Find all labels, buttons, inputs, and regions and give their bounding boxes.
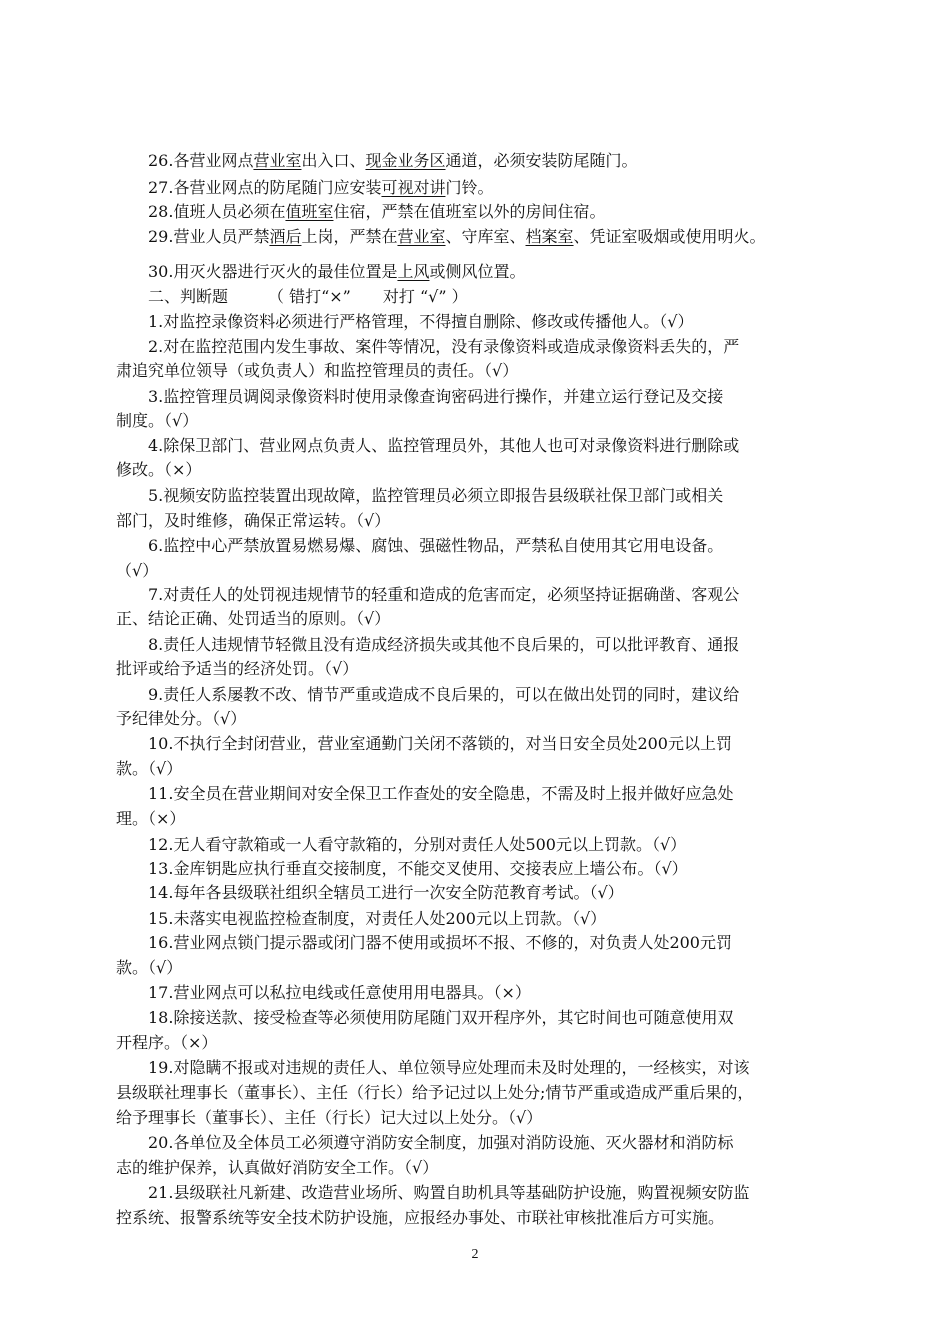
answer-blank: 营业室 [397,227,446,246]
fill-in-item [148,224,883,249]
judgement-line: 11.安全员在营业期间对安全保卫工作查处的安全隐患，不需及时上报并做好应急处 [148,784,734,803]
judgement-line: 18.除接送款、接受检查等必须使用防尾随门双开程序外，其它时间也可随意使用双 [148,1008,734,1027]
judgement-line: 5.视频安防监控装置出现故障，监控管理员必须立即报告县级联社保卫部门或相关 [148,486,724,505]
judgement-line: 8.责任人违规情节轻微且没有造成经济损失或其他不良后果的，可以批评教育、通报 [148,635,740,654]
judgement-line-continued: 款。（√） [116,958,183,977]
item-text: 通道，必须安装防尾随门。 [445,151,638,170]
judgement-line: 9.责任人系屡教不改、情节严重或造成不良后果的，可以在做出处罚的同时，建议给 [148,685,740,704]
judgement-line-continued: 部门，及时维修，确保正常运转。（√） [116,511,391,530]
judgement-line-continued: 批评或给予适当的经济处罚。（√） [116,659,359,678]
judgement-line: 3.监控管理员调阅录像资料时使用录像查询密码进行操作，并建立运行登记及交接 [148,387,724,406]
judgement-line: 10.不执行全封闭营业，营业室通勤门关闭不落锁的，对当日安全员处200元以上罚 [148,734,732,753]
judgement-line: 15.未落实电视监控检查制度，对责任人处200元以上罚款。（√） [148,909,607,928]
item-text: 门铃。 [445,178,494,197]
judgement-line: 4.除保卫部门、营业网点负责人、监控管理员外，其他人也可对录像资料进行删除或 [148,436,740,455]
item-text: 29.营业人员严禁 [148,227,270,246]
judgement-line-continued: 给予理事长（董事长）、主任（行长）记大过以上处分。（√） [116,1108,543,1127]
judgement-line-continued: 志的维护保养，认真做好消防安全工作。（√） [116,1158,439,1177]
page-number: 2 [471,1247,479,1262]
judgement-line: 12.无人看守款箱或一人看守款箱的，分别对责任人处500元以上罚款。（√） [148,835,687,854]
item-text: 27.各营业网点的防尾随门应安装 [148,178,382,197]
judgement-line-continued: 县级联社理事长（董事长）、主任（行长）给予记过以上处分;情节严重或造成严重后果的， [116,1083,754,1102]
item-text: 住宿，严禁在值班室以外的房间住宿。 [333,202,606,221]
fill-in-item [148,199,883,224]
judgement-line-continued: 款。（√） [116,759,183,778]
answer-blank: 酒后 [269,227,302,246]
item-text: 、守库室、 [445,227,526,246]
judgement-line-continued: 开程序。（×） [116,1033,218,1052]
judgement-line-continued: 控系统、报警系统等安全技术防护设施，应报经办事处、市联社审核批准后方可实施。 [116,1208,725,1227]
judgement-line-continued: 理。（×） [116,809,186,828]
answer-blank: 现金业务区 [365,151,446,170]
item-text: 或侧风位置。 [429,262,526,281]
fill-in-item [148,259,883,284]
item-text: 26.各营业网点 [148,151,254,170]
judgement-line: 13.金库钥匙应执行垂直交接制度，不能交叉使用、交接表应上墙公布。（√） [148,859,688,878]
item-text: 出入口、 [301,151,366,170]
item-text: 28.值班人员必须在 [148,202,286,221]
section-heading: 二、判断题 （ 错打“×” 对打 “√” ） [148,287,468,306]
judgement-line: 6.监控中心严禁放置易燃易爆、腐蚀、强磁性物品，严禁私自使用其它用电设备。 [148,536,724,555]
answer-blank: 档案室 [525,227,574,246]
fill-in-item [148,175,883,200]
judgement-line-continued: （√） [116,561,159,580]
item-text: 30.用灭火器进行灭火的最佳位置是 [148,262,398,281]
judgement-line-continued: 肃追究单位领导（或负责人）和监控管理员的责任。（√） [116,361,519,380]
item-text: 、凭证室吸烟或使用明火。 [573,227,766,246]
judgement-line: 20.各单位及全体员工必须遵守消防安全制度，加强对消防设施、灭火器材和消防标 [148,1133,734,1152]
judgement-line-continued: 正、结论正确、处罚适当的原则。（√） [116,609,391,628]
judgement-line-continued: 予纪律处分。（√） [116,709,247,728]
judgement-line: 2.对在监控范围内发生事故、案件等情况，没有录像资料或造成录像资料丢失的，严 [148,337,740,356]
answer-blank: 营业室 [253,151,302,170]
item-text: 上岗，严禁在 [301,227,398,246]
answer-blank: 上风 [397,262,430,281]
judgement-line-continued: 制度。（√） [116,411,199,430]
fill-in-item [148,148,883,173]
answer-blank: 值班室 [285,202,334,221]
judgement-line: 17.营业网点可以私拉电线或任意使用用电器具。（×） [148,983,531,1002]
judgement-line: 19.对隐瞒不报或对违规的责任人、单位领导应处理而未及时处理的，一经核实，对该 [148,1058,750,1077]
judgement-line: 16.营业网点锁门提示器或闭门器不使用或损坏不报、不修的，对负责人处200元罚 [148,933,732,952]
judgement-line: 1.对监控录像资料必须进行严格管理，不得擅自删除、修改或传播他人。（√） [148,312,694,331]
judgement-line: 7.对责任人的处罚视违规情节的轻重和造成的危害而定，必须坚持证据确凿、客观公 [148,585,740,604]
judgement-line-continued: 修改。（×） [116,460,202,479]
judgement-line: 14.每年各县级联社组织全辖员工进行一次安全防范教育考试。（√） [148,883,624,902]
answer-blank: 可视对讲 [381,178,446,197]
judgement-line: 21.县级联社凡新建、改造营业场所、购置自助机具等基础防护设施，购置视频安防监 [148,1183,750,1202]
